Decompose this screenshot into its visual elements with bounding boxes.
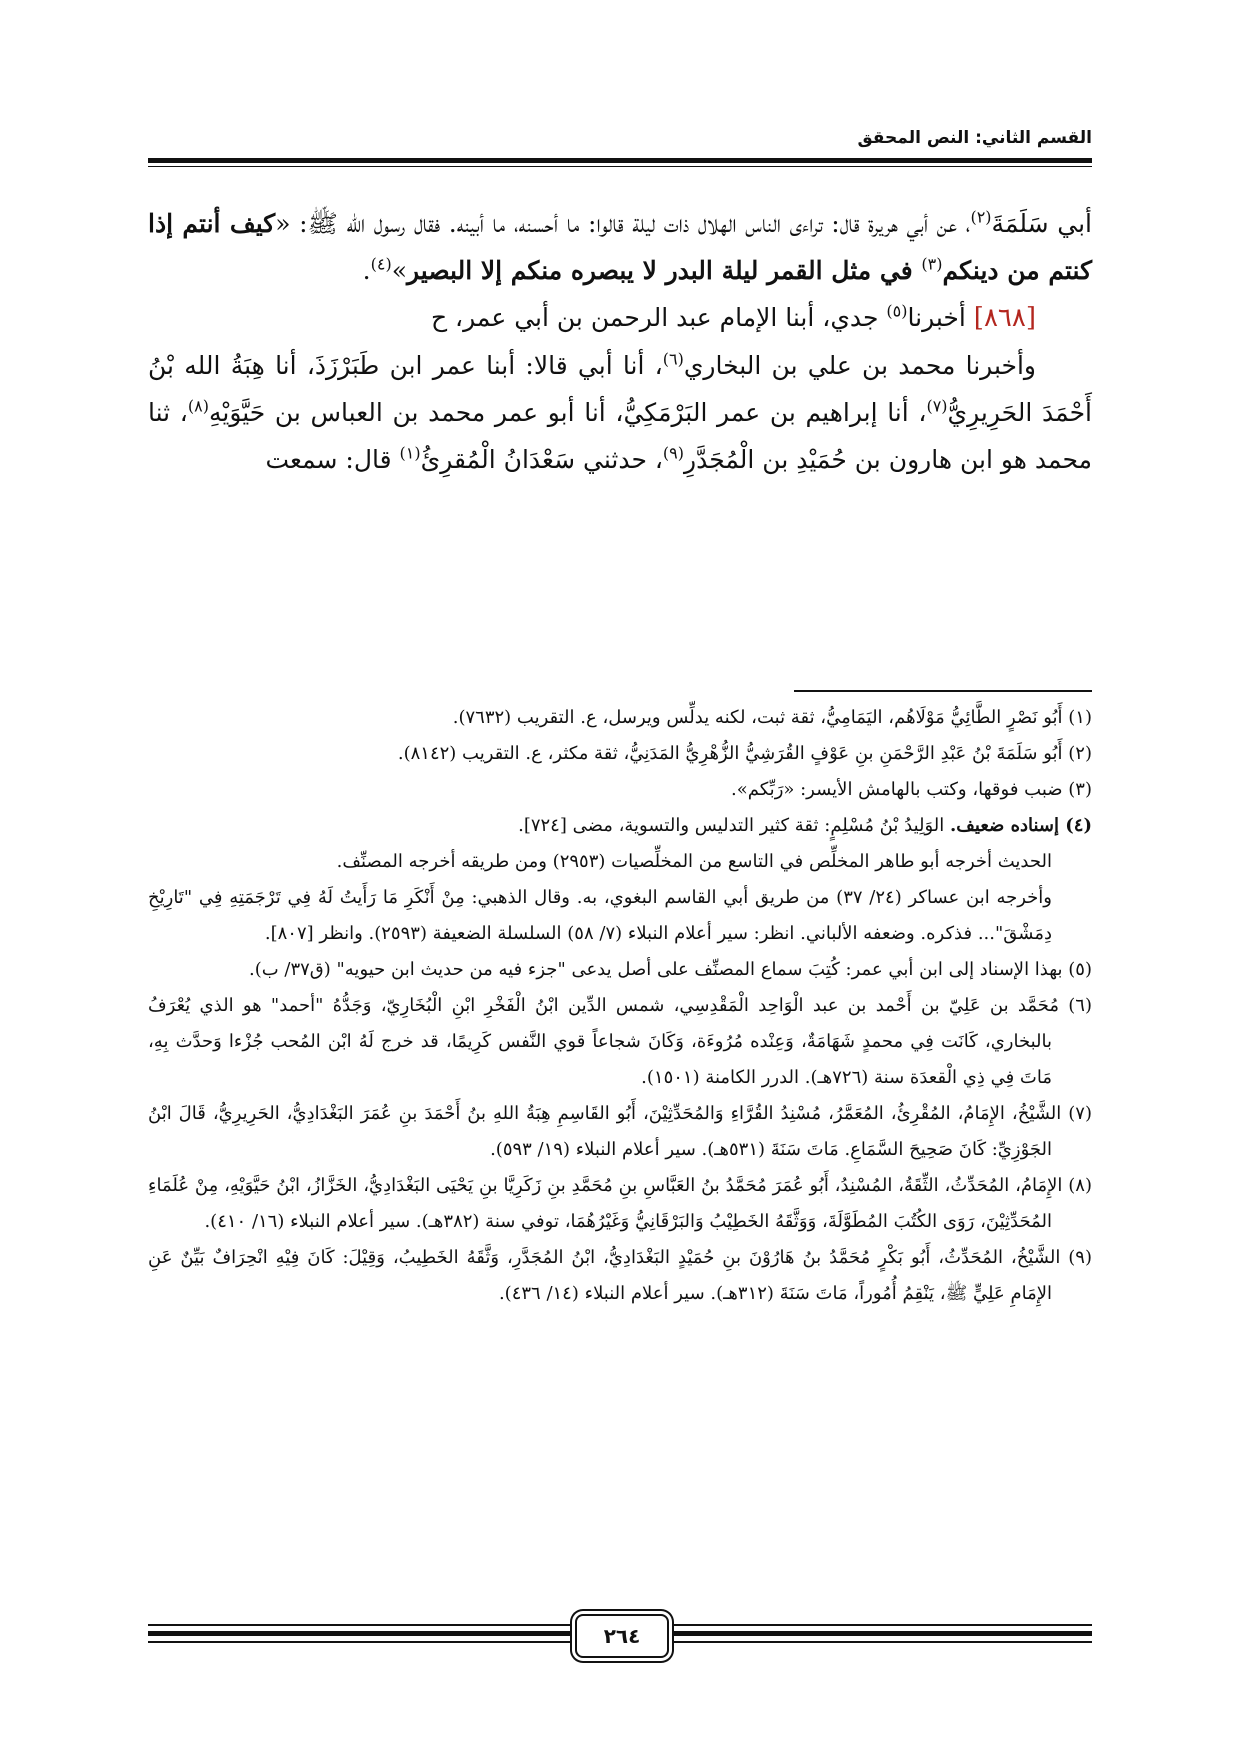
text-run: ، أنا إبراهيم بن عمر البَرْمَكِيُّ، أنا أبو عمر محمد بن العباس بن حَيَّوَيْهِ: [208, 398, 927, 427]
footnote-4-para-2: الحديث أخرجه أبو طاهر المخلِّص في التاسع من المخلِّصيات (٢٩٥٣) ومن طريقه أخرجه المصنِّف.: [336, 851, 1052, 872]
text-run: أبي سَلَمَةَ: [991, 209, 1092, 238]
text-run: .: [362, 256, 371, 285]
footnote-ref: (٥): [886, 301, 908, 321]
footnote-1: (١) أَبُو نَصْرٍ الطَّائِيُّ مَوْلَاهُم، اليَمَامِيُّ، ثقة ثبت، لكنه يدلِّس ويرسل، ع. التقريب (٧٦٣٢).: [452, 707, 1092, 728]
hadith-number: [٨٦٨]: [973, 303, 1036, 333]
text-run: أخبرنا: [907, 303, 974, 332]
footnote-4-para-3: وأخرجه ابن عساكر (٢٤/ ٣٧) من طريق أبي القاسم البغوي، به. وقال الذهبي: مِنْ أَنْكَرِ مَا رَأَيتُ لَهُ فِي تَرْجَمَتِهِ فِي "تَارِيْخِ دِمَشْقَ"... فذكره. وضعفه الألباني. انظر: سير أعلام النبلاء (٧/ ٥٨) السلسلة الضعيفة (٢٥٩٣). وانظر [٨٠٧].: [148, 887, 1052, 944]
footnote-separator: [794, 690, 1092, 692]
text-run: وأخبرنا محمد بن علي بن البخاري: [683, 351, 1036, 380]
running-title: القسم الثاني: النص المحقق: [857, 128, 1092, 148]
footnote-7: (٧) الشَّيْخُ، الإِمَامُ، المُقْرِئُ، المُعَمَّرُ، مُسْنِدُ القُرَّاءِ وَالمُحَدِّثِيْنَ، أَبُو القَاسِمِ هِبَةُ اللهِ بنُ أَحْمَدَ بنِ عُمَرَ البَغْدَادِيُّ، الحَرِيرِيُّ، قَالَ ابْنُ الجَوْزِيِّ: كَانَ صَحِيحَ السَّمَاعِ. مَاتَ سَنَةَ (٥٣١هـ). سير أعلام النبلاء (١٩/ ٥٩٣).: [148, 1103, 1092, 1160]
page-number: ٢٦٤: [575, 1614, 669, 1658]
footnote-9: (٩) الشَّيْخُ، المُحَدِّثُ، أَبُو بَكْرٍ مُحَمَّدُ بنُ هَارُوْنَ بنِ حُمَيْدٍ البَغْدَادِيُّ، ابْنُ المُجَدَّرِ، وَثَّقَهُ الخَطِيبُ، وَقِيْلَ: كَانَ فِيْهِ انْحِرَافٌ بَيِّنٌ عَنِ الإِمَامِ عَلِيٍّ ﷺ، يَنْقِمُ أُمُوراً، مَاتَ سَنَةَ (٣١٢هـ). سير أعلام النبلاء (١٤/ ٤٣٦).: [148, 1247, 1092, 1304]
footnote-ref: (٤): [370, 254, 392, 274]
footnotes: [148, 700, 1092, 1312]
hadith-text: في مثل القمر ليلة البدر لا يبصره منكم إلا البصير: [407, 256, 922, 285]
footnote-4: [148, 808, 1092, 844]
footnote-4-verdict: (٤) إسناده ضعيف.: [950, 815, 1092, 836]
footnote-ref: (٣): [921, 254, 943, 274]
paragraph-2: [148, 294, 1092, 342]
text-run: ، حدثني سَعْدَانُ الْمُقرِئُ: [420, 445, 663, 474]
footnote-ref: (٢): [970, 207, 992, 227]
header-rule-thin: [148, 166, 1092, 167]
text-run: »: [391, 256, 408, 285]
main-text: [148, 200, 1092, 483]
footnote-ref: (٩): [662, 443, 685, 463]
paragraph-3: [148, 342, 1092, 483]
text-run: ، أنا أبي قالا: أبنا عمر ابن طَبَرْزَذَ، أنا هِبَةُ الله بْنُ أَحْمَدَ الحَرِيرِيُّ: [148, 351, 1092, 427]
text-run: قال: سمعت: [265, 445, 400, 474]
footnote-8: (٨) الإِمَامُ، المُحَدِّثُ، الثِّقَةُ، المُسْنِدُ، أَبُو عُمَرَ مُحَمَّدُ بنُ العَبَّاسِ بنِ مُحَمَّدِ بنِ زَكَرِيَّا بنِ يَحْيَى البَغْدَادِيُّ، الخَزَّازُ، ابْنُ حَيَّوَيْهِ، مِنْ عُلَمَاءِ المُحَدِّثِيْنَ، رَوَى الكُتُبَ المُطَوَّلَةَ، وَوَثَّقَهُ الخَطِيْبُ وَالبَرْقَانِيُّ وَغَيْرُهُمَا، توفي سنة (٣٨٢هـ). سير أعلام النبلاء (١٦/ ٤١٠).: [148, 1175, 1092, 1232]
footnote-5: (٥) بهذا الإسناد إلى ابن أبي عمر: كُتِبَ سماع المصنِّف على أصل يدعى "جزء فيه من حديث ابن حيويه" (ق٣٧/ ب).: [248, 959, 1092, 980]
footnote-ref: (١): [399, 443, 421, 463]
text-run: جدي، أبنا الإمام عبد الرحمن بن أبي عمر، ح: [430, 303, 887, 332]
header-rule-thick: [148, 158, 1092, 163]
hadith-text: كيف أنتم إذا كنتم من دينكم: [148, 209, 1092, 285]
footnote-4-text: الوَلِيدُ بْنُ مُسْلِمٍ: ثقة كثير التدليس والتسوية، مضى [٧٢٤].: [518, 815, 950, 836]
footnote-3: (٣) ضبب فوقها، وكتب بالهامش الأيسر: «رَبِّكم».: [731, 779, 1092, 800]
text-run: ، ثنا محمد هو ابن هارون بن حُمَيْدِ بن الْمُجَدَّرِ: [148, 398, 1092, 474]
footnote-ref: (٨): [187, 396, 209, 416]
footnote-ref: (٦): [662, 349, 684, 369]
footnote-ref: (٧): [926, 396, 948, 416]
text-run: ، عن أبي هريرة قال: تراءى الناس الهلال ذات ليلة قالوا: ما أحسنه، ما أبينه. فقال رسول الله ﷺ: «: [275, 209, 971, 238]
footnote-2: (٢) أَبُو سَلَمَةَ بْنُ عَبْدِ الرَّحْمَنِ بنِ عَوْفٍ القُرَشِيُّ الزُّهْرِيُّ المَدَنِيُّ، ثقة مكثر، ع. التقريب (٨١٤٢).: [397, 743, 1092, 764]
paragraph-1: [148, 200, 1092, 294]
footnote-6: (٦) مُحَمَّد بن عَلِيّ بن أَحْمد بن عبد الْوَاحِد الْمَقْدِسِي، شمس الدِّين ابْنُ الْفَخْرِ ابْنِ الْبُخَارِيّ، وَجَدُّهُ "أحمد" هو الذي يُعْرَفُ بالبخاري، كَانَت فِي محمدٍ شَهَامَةٌ، وَعِنْده مُرُوءَة، وَكَانَ شجاعاً قوي النَّفس كَرِيمًا، قد خرج لَهُ ابْن المُحب جُزْءا وَحدَّث بِهِ، مَاتَ فِي ذِي الْقعدَة سنة (٧٢٦هـ). الدرر الكامنة (١٥٠١).: [148, 995, 1092, 1088]
